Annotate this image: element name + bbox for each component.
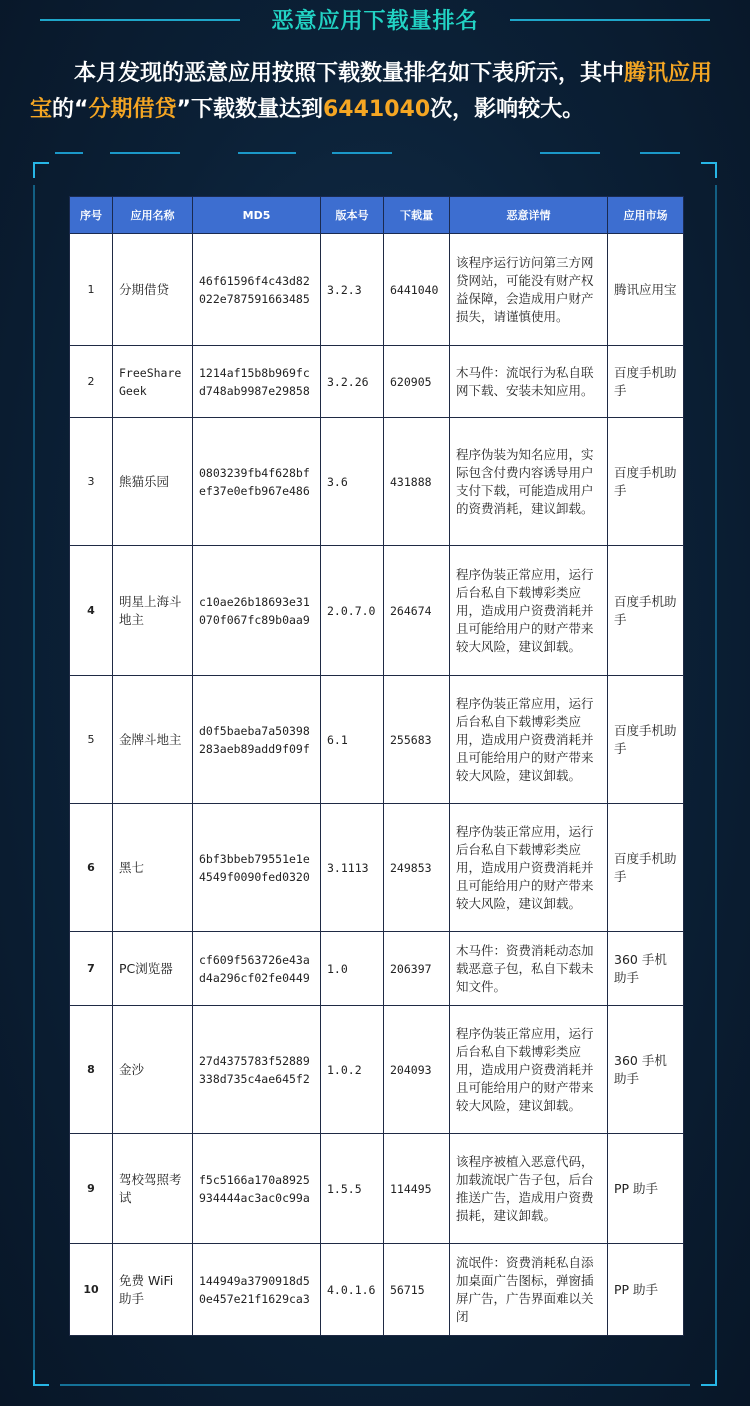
cell-version: 1.0.2 [321,1006,384,1134]
header-market: 应用市场 [608,197,684,234]
cell-md5: d0f5baeba7a50398283aeb89add9f09f [193,676,321,804]
cell-md5: 144949a3790918d50e457e21f1629ca3 [193,1244,321,1336]
table-row [70,804,684,932]
table-row [70,346,684,418]
cell-md5: 27d4375783f52889338d735c4ae645f2 [193,1006,321,1134]
cell-md5: f5c5166a170a8925934444ac3ac0c99a [193,1134,321,1244]
cell-market: 腾讯应用宝 [608,234,684,346]
frame-left-line [33,185,35,1370]
cell-version: 3.2.3 [321,234,384,346]
frame-top-dash-4 [332,152,392,154]
intro-text-3: ”下载数量达到 [176,97,323,122]
intro-text-2: 的“ [52,97,89,122]
cell-md5: 0803239fb4f628bfef37e0efb967e486 [193,418,321,546]
cell-market: 360 手机助手 [608,932,684,1006]
cell-app-name: 金沙 [113,1006,193,1134]
cell-index: 6 [70,804,113,932]
table-row [70,1244,684,1336]
cell-market: PP 助手 [608,1244,684,1336]
cell-downloads: 204093 [384,1006,450,1134]
cell-market: 百度手机助手 [608,546,684,676]
cell-version: 6.1 [321,676,384,804]
cell-market: 百度手机助手 [608,676,684,804]
frame-corner-tl [33,162,49,178]
cell-downloads: 206397 [384,932,450,1006]
cell-index: 7 [70,932,113,1006]
header-detail: 恶意详情 [450,197,608,234]
cell-detail: 木马件：流氓行为私自联网下载、安装未知应用。 [450,346,608,418]
frame-corner-tr [701,162,717,178]
cell-version: 3.2.26 [321,346,384,418]
frame-corner-bl [33,1370,49,1386]
cell-md5: 46f61596f4c43d82022e787591663485 [193,234,321,346]
cell-detail: 程序伪装为知名应用，实际包含付费内容诱导用户支付下载，可能造成用户的资费消耗，建议卸载。 [450,418,608,546]
cell-downloads: 264674 [384,546,450,676]
intro-text-1: 本月发现的恶意应用按照下载数量排名如下表所示，其中 [74,61,625,86]
cell-detail: 流氓件：资费消耗私自添加桌面广告图标，弹窗插屏广告，广告界面难以关闭 [450,1244,608,1336]
cell-app-name: 免费 WiFi 助手 [113,1244,193,1336]
cell-index: 8 [70,1006,113,1134]
intro-count-highlight: 6441040 [322,97,431,122]
cell-downloads: 249853 [384,804,450,932]
intro-paragraph [30,56,730,128]
cell-app-name: 黑七 [113,804,193,932]
cell-app-name: FreeShare Geek [113,346,193,418]
intro-text-4: 次，影响较大。 [430,97,585,122]
cell-detail: 该程序运行访问第三方网贷网站，可能没有财产权益保障，会造成用户财产损失，请谨慎使用。 [450,234,608,346]
header-version: 版本号 [321,197,384,234]
intro-app-highlight: 分期借贷 [88,97,177,122]
cell-market: 百度手机助手 [608,418,684,546]
cell-index: 2 [70,346,113,418]
cell-version: 4.0.1.6 [321,1244,384,1336]
intro-market-highlight: 腾讯应用宝 [30,61,713,122]
cell-market: PP 助手 [608,1134,684,1244]
cell-detail: 该程序被植入恶意代码，加载流氓广告子包，后台推送广告，造成用户资费损耗，建议卸载。 [450,1134,608,1244]
cell-app-name: 驾校驾照考试 [113,1134,193,1244]
malware-ranking-table [69,196,684,1336]
cell-index: 5 [70,676,113,804]
cell-downloads: 255683 [384,676,450,804]
cell-downloads: 6441040 [384,234,450,346]
cell-detail: 程序伪装正常应用，运行后台私自下载博彩类应用，造成用户资费消耗并且可能给用户的财产带来较大风险，建议卸载。 [450,1006,608,1134]
table-row [70,932,684,1006]
cell-market: 360 手机助手 [608,1006,684,1134]
cell-index: 4 [70,546,113,676]
header-md5: MD5 [193,197,321,234]
cell-index: 10 [70,1244,113,1336]
cell-app-name: 分期借贷 [113,234,193,346]
cell-version: 3.6 [321,418,384,546]
cell-downloads: 56715 [384,1244,450,1336]
table-row [70,234,684,346]
frame-top-dash-5 [540,152,600,154]
table-row [70,546,684,676]
frame-corner-br [701,1370,717,1386]
frame-right-line [715,185,717,1370]
cell-index: 1 [70,234,113,346]
cell-app-name: PC浏览器 [113,932,193,1006]
header-index: 序号 [70,197,113,234]
frame-top-dash-6 [640,152,680,154]
frame-bottom-line [60,1384,690,1386]
header-app-name: 应用名称 [113,197,193,234]
cell-market: 百度手机助手 [608,804,684,932]
table-row [70,1006,684,1134]
table-row [70,1134,684,1244]
cell-app-name: 金牌斗地主 [113,676,193,804]
cell-md5: 1214af15b8b969fcd748ab9987e29858 [193,346,321,418]
cell-version: 2.0.7.0 [321,546,384,676]
cell-app-name: 明星上海斗地主 [113,546,193,676]
cell-version: 3.1113 [321,804,384,932]
frame-top-dash-1 [55,152,83,154]
table-row [70,418,684,546]
cell-detail: 程序伪装正常应用，运行后台私自下载博彩类应用，造成用户资费消耗并且可能给用户的财产带来较大风险，建议卸载。 [450,676,608,804]
cell-md5: cf609f563726e43ad4a296cf02fe0449 [193,932,321,1006]
cell-app-name: 熊猫乐园 [113,418,193,546]
title-divider-right [510,19,710,21]
table-row [70,676,684,804]
frame-top-dash-2 [110,152,180,154]
table-container [69,196,683,1336]
frame-top-dash-3 [238,152,296,154]
cell-downloads: 620905 [384,346,450,418]
cell-detail: 程序伪装正常应用，运行后台私自下载博彩类应用，造成用户资费消耗并且可能给用户的财产带来较大风险，建议卸载。 [450,546,608,676]
cell-downloads: 431888 [384,418,450,546]
cell-market: 百度手机助手 [608,346,684,418]
cell-index: 9 [70,1134,113,1244]
header-downloads: 下载量 [384,197,450,234]
cell-version: 1.5.5 [321,1134,384,1244]
cell-detail: 程序伪装正常应用，运行后台私自下载博彩类应用，造成用户资费消耗并且可能给用户的财产带来较大风险，建议卸载。 [450,804,608,932]
cell-md5: 6bf3bbeb79551e1e4549f0090fed0320 [193,804,321,932]
page-title: 恶意应用下载量排名 [271,9,479,34]
title-bar [0,0,750,44]
cell-md5: c10ae26b18693e31070f067fc89b0aa9 [193,546,321,676]
cell-index: 3 [70,418,113,546]
table-header-row [70,197,684,234]
cell-downloads: 114495 [384,1134,450,1244]
cell-detail: 木马件：资费消耗动态加载恶意子包，私自下载未知文件。 [450,932,608,1006]
cell-version: 1.0 [321,932,384,1006]
